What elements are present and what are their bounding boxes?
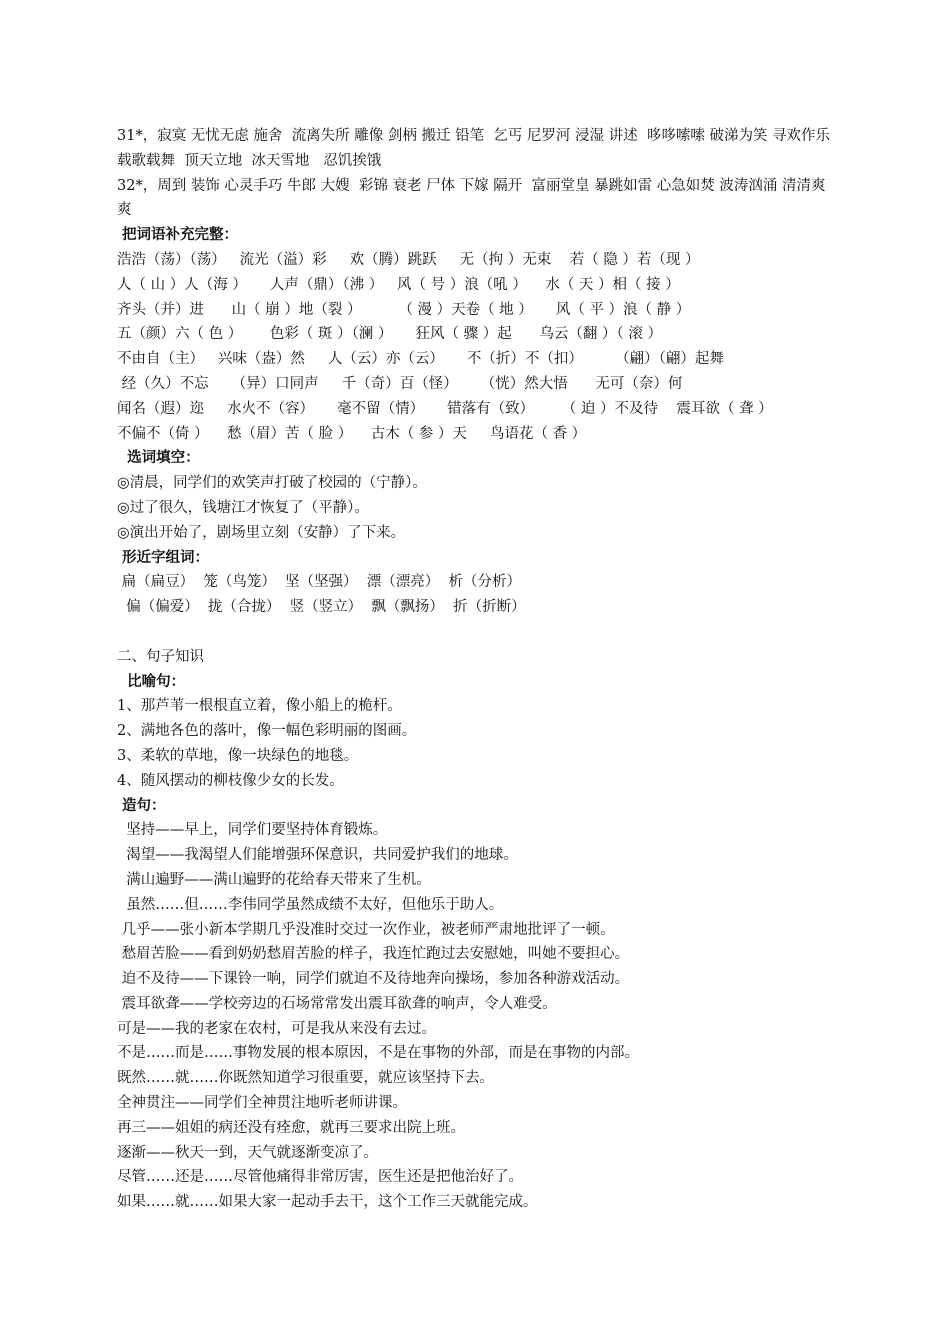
complete-line: 人（ 山 ）人（海 ） 人声（鼎）（沸 ） 风（ 号 ）浪（吼 ） 水（ 天 ）相（ 接 ） (117, 276, 680, 293)
sentence-line: 如果……就……如果大家一起动手去干，这个工作三天就能完成。 (117, 1194, 538, 1211)
sentence-line: 尽管……还是……尽管他痛得非常厉害，医生还是把他治好了。 (117, 1169, 523, 1186)
similar-line: 偏（偏爱） 拢（合拢） 竖（竖立） 飘（飘扬） 折（折断） (117, 599, 526, 616)
sentence-line: 坚持——早上，同学们要坚持体育锻炼。 (117, 822, 388, 839)
complete-line: 五（颜）六（ 色 ） 色彩（ 斑 ）（澜 ） 狂风（ 骤 ）起 乌云（翻 ）（ 滚 ） (117, 326, 662, 343)
sentence-line: 全神贯注——同学们全神贯注地听老师讲课。 (117, 1095, 407, 1112)
simile-line: 4、随风摆动的柳枝像少女的长发。 (117, 772, 344, 789)
similar-line: 扁（扁豆） 笼（鸟笼） 坚（坚强） 漂（漂亮） 析（分析） (117, 574, 521, 591)
sentence-line: 震耳欲聋——学校旁边的石场常常发出震耳欲聋的响声，令人难受。 (117, 995, 557, 1012)
sentence-line: 迫不及待——下课铃一响，同学们就迫不及待地奔向操场，参加各种游戏活动。 (117, 971, 630, 988)
section-2-title: 二、句子知识 (117, 648, 204, 665)
sentence-line: 再三——姐姐的病还没有痊愈，就再三要求出院上班。 (117, 1119, 465, 1136)
complete-line: 浩浩（荡）（荡） 流光（溢）彩 欢（腾）跳跃 无（拘 ）无束 若（ 隐 ）若（现 ） (117, 251, 700, 268)
complete-line: 不偏不（倚 ） 愁（眉）苦（ 脸 ） 古木（ 参 ）天 鸟语花（ 香 ） (117, 425, 587, 442)
choose-line: ◎演出开始了，剧场里立刻（安静）了下来。 (117, 524, 406, 541)
sentence-line: 虽然……但……李伟同学虽然成绩不太好，但他乐于助人。 (117, 896, 504, 913)
document-page (117, 124, 840, 1215)
sentence-line: 愁眉苦脸——看到奶奶愁眉苦脸的样子，我连忙跑过去安慰她，叫她不要担心。 (117, 946, 630, 963)
simile-line: 3、柔软的草地，像一块绿色的地毯。 (117, 747, 359, 764)
choose-line: ◎清晨，同学们的欢笑声打破了校园的（宁静）。 (117, 475, 427, 492)
sentence-line: 几乎——张小新本学期几乎没准时交过一次作业，被老师严肃地批评了一顿。 (117, 921, 615, 938)
choose-words-heading: 选词填空： (117, 449, 200, 467)
make-sentence-heading: 造句： (117, 796, 166, 814)
complete-line: 经（久）不忘 （异）口同声 千（奇）百（怪） （恍）然大悟 无可（奈）何 (117, 375, 683, 392)
sentence-line: 逐渐——秋天一到，天气就逐渐变凉了。 (117, 1144, 378, 1161)
sentence-line: 可是——我的老家在农村，可是我从来没有去过。 (117, 1020, 436, 1037)
complete-line: 齐头（并）进 山（ 崩 ）地（裂 ） （ 漫 ）天卷（ 地 ） 风（ 平 ）浪（ 静 ） (117, 301, 691, 318)
sentence-line: 不是……而是……事物发展的根本原因，不是在事物的外部，而是在事物的内部。 (117, 1045, 639, 1062)
sentence-line: 既然……就……你既然知道学习很重要，就应该坚持下去。 (117, 1070, 494, 1087)
blank-line (117, 620, 837, 645)
sentence-line: 渴望——我渴望人们能增强环保意识，共同爱护我们的地球。 (117, 847, 518, 864)
simile-line: 2、满地各色的落叶，像一幅色彩明丽的图画。 (117, 723, 417, 740)
sentence-line: 满山遍野——满山遍野的花给春天带来了生机。 (117, 871, 431, 888)
simile-line: 1、那芦苇一根根直立着，像小船上的桅杆。 (117, 698, 402, 715)
complete-words-heading: 把词语补充完整： (117, 226, 239, 244)
lesson-31-words: 31*，寂寞 无忧无虑 施舍 流离失所 雕像 剑柄 搬迁 铅笔 乞丐 尼罗河 浸湿 讲述 哆哆嗦嗦 破涕为笑 寻欢作乐 载歌载舞 顶天立地 冰天雪地 忍饥挨饿 (117, 128, 840, 169)
choose-line: ◎过了很久，钱塘江才恢复了（平静）。 (117, 499, 369, 516)
similar-chars-heading: 形近字组词： (117, 548, 210, 566)
complete-line: 闻名（遐）迩 水火不（容） 毫不留（情） 错落有（致） （ 迫 ）不及待 震耳欲（ 聋 ） (117, 400, 773, 417)
complete-line: 不由自（主） 兴味（盎）然 人（云）亦（云） 不（折）不（扣） （翩）（翩）起舞 (117, 351, 724, 368)
simile-heading: 比喻句： (117, 672, 186, 690)
lesson-32-words: 32*，周到 装饰 心灵手巧 牛郎 大嫂 彩锦 衰老 尸体 下嫁 隔开 富丽堂皇 暴跳如雷 心急如焚 波涛汹涌 清清爽爽 (117, 177, 826, 219)
